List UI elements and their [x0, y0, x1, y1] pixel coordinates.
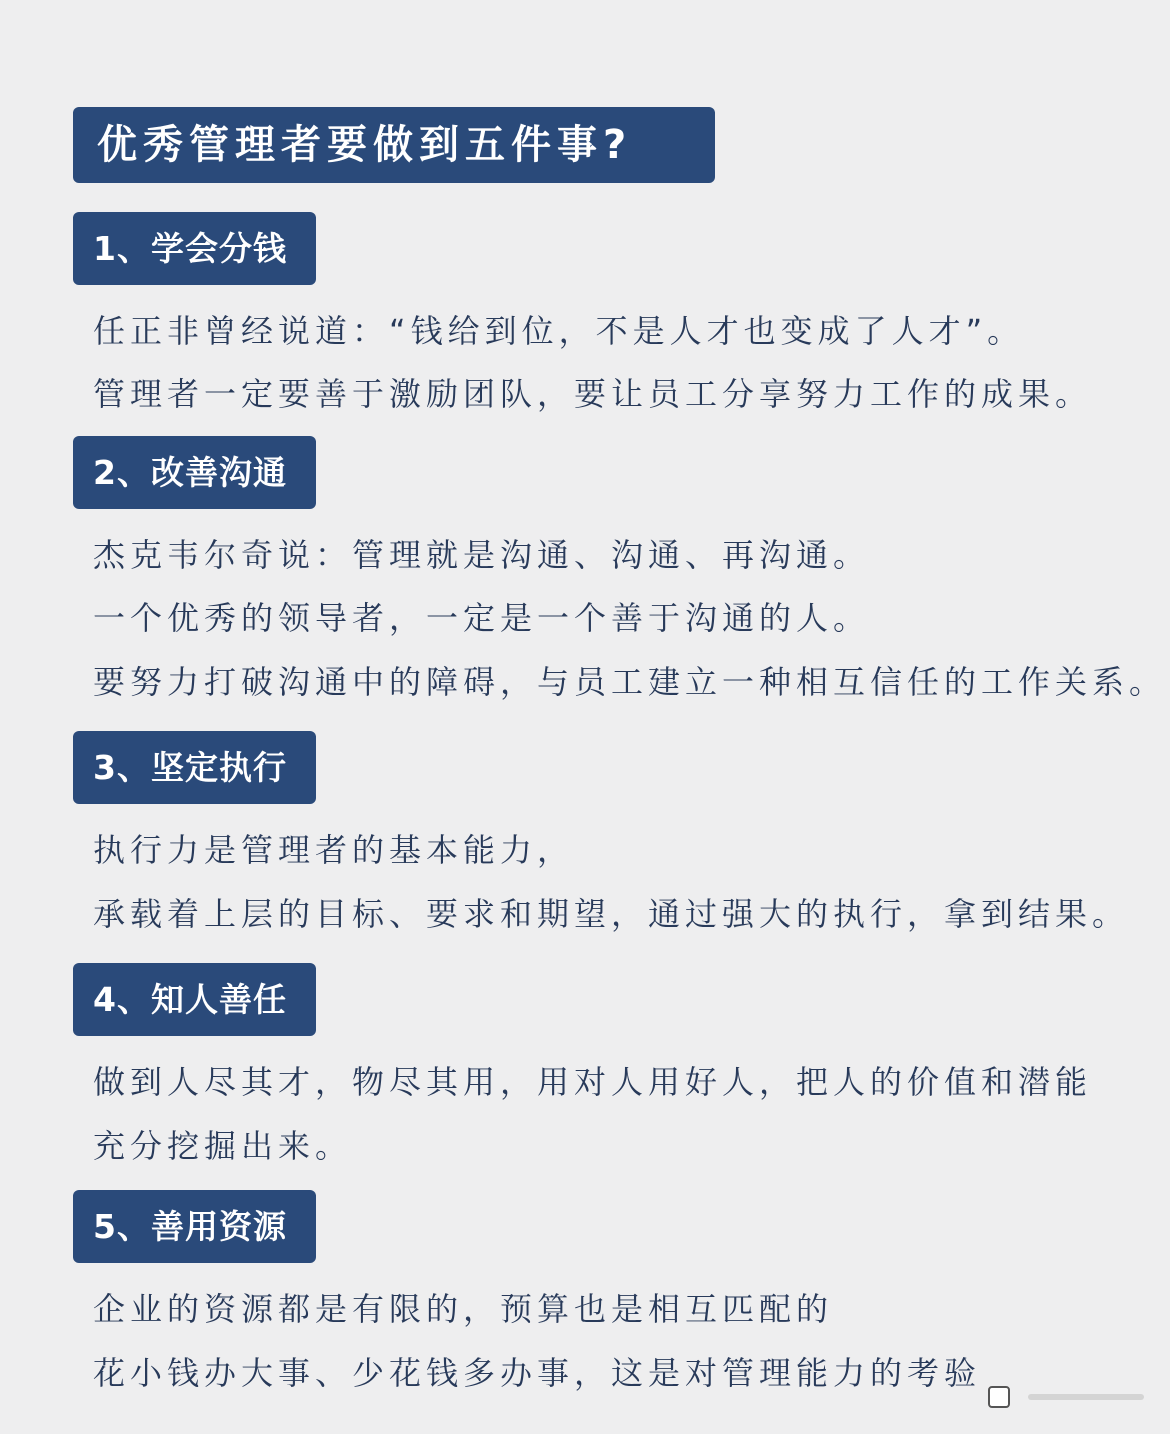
article-title: 优秀管理者要做到五件事? — [73, 107, 715, 183]
section-3-line-2: 承载着上层的目标、要求和期望，通过强大的执行，拿到结果。 — [93, 895, 1130, 933]
section-heading-2: 2、改善沟通 — [73, 436, 316, 509]
scroll-track — [1028, 1394, 1144, 1400]
section-heading-4: 4、知人善任 — [73, 963, 316, 1036]
section-2-line-2: 一个优秀的领导者，一定是一个善于沟通的人。 — [93, 599, 871, 637]
section-5-line-2: 花小钱办大事、少花钱多办事，这是对管理能力的考验 — [93, 1354, 982, 1392]
section-1-line-2: 管理者一定要善于激励团队，要让员工分享努力工作的成果。 — [93, 375, 1093, 413]
section-4-line-1: 做到人尽其才，物尽其用，用对人用好人，把人的价值和潜能 — [93, 1063, 1093, 1101]
section-heading-1: 1、学会分钱 — [73, 212, 316, 285]
section-3-line-1: 执行力是管理者的基本能力， — [93, 831, 575, 869]
section-heading-5: 5、善用资源 — [73, 1190, 316, 1263]
section-4-line-2: 充分挖掘出来。 — [93, 1127, 353, 1165]
section-1-line-1: 任正非曾经说道：“钱给到位，不是人才也变成了人才”。 — [93, 312, 1025, 350]
page-marker-icon — [988, 1386, 1010, 1408]
section-heading-3: 3、坚定执行 — [73, 731, 316, 804]
section-2-line-3: 要努力打破沟通中的障碍，与员工建立一种相互信任的工作关系。 — [93, 663, 1167, 701]
page-scroll-indicator[interactable] — [988, 1384, 1148, 1410]
section-5-line-1: 企业的资源都是有限的，预算也是相互匹配的 — [93, 1290, 834, 1328]
section-2-line-1: 杰克韦尔奇说：管理就是沟通、沟通、再沟通。 — [93, 536, 871, 574]
